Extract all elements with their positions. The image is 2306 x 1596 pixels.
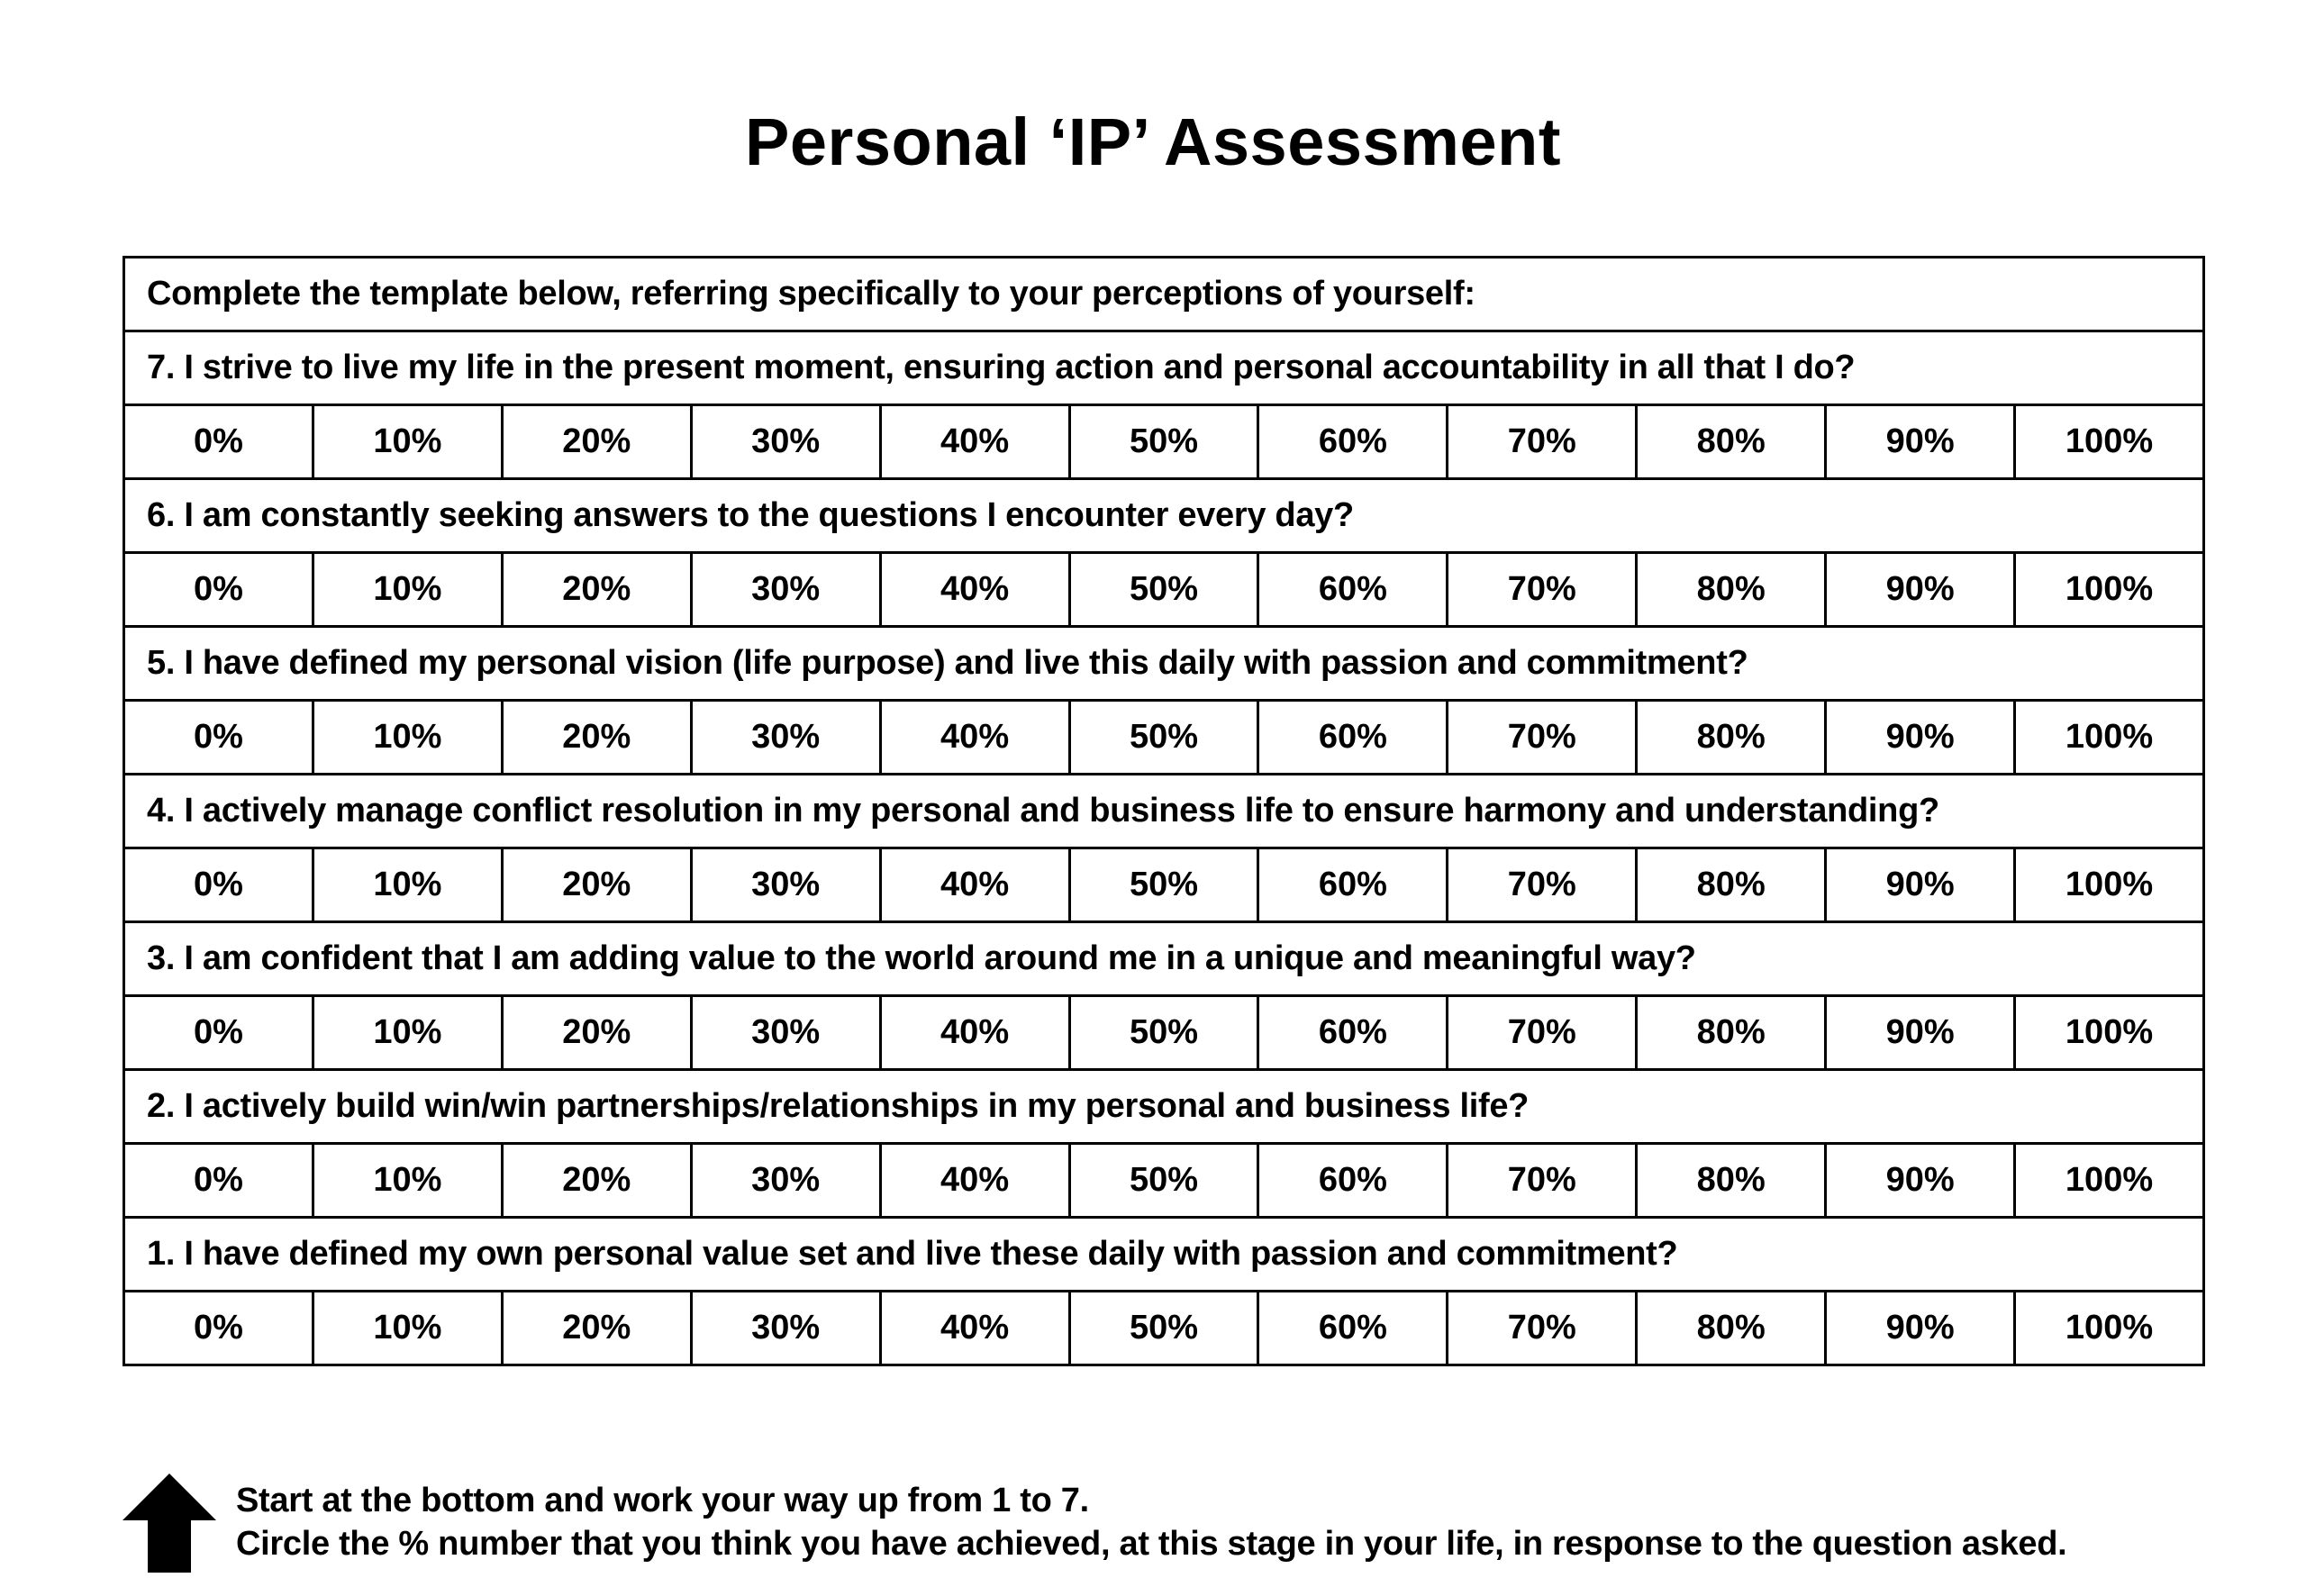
percentage-option[interactable]: 30% bbox=[691, 701, 880, 775]
percentage-option[interactable]: 0% bbox=[124, 701, 313, 775]
percentage-option[interactable]: 60% bbox=[1258, 701, 1448, 775]
percentage-option[interactable]: 50% bbox=[1069, 405, 1258, 479]
question-text: 6. I am constantly seeking answers to the questions I encounter every day? bbox=[124, 479, 2204, 553]
percentage-option[interactable]: 60% bbox=[1258, 405, 1448, 479]
percentage-option[interactable]: 30% bbox=[691, 848, 880, 922]
percentage-option[interactable]: 80% bbox=[1637, 405, 1826, 479]
question-text: 4. I actively manage conflict resolution in my personal and business life to ensure harmony and understanding? bbox=[124, 775, 2204, 848]
percentage-option[interactable]: 0% bbox=[124, 553, 313, 627]
percentage-option[interactable]: 30% bbox=[691, 996, 880, 1070]
percentage-option[interactable]: 30% bbox=[691, 553, 880, 627]
percentage-option[interactable]: 70% bbox=[1448, 701, 1637, 775]
footer-line-circle: Circle the % number that you think you have achieved, at this stage in your life, in response to the question asked. bbox=[236, 1525, 2067, 1563]
percentage-scale-row bbox=[124, 1144, 2204, 1218]
percentage-option[interactable]: 100% bbox=[2015, 701, 2204, 775]
percentage-option[interactable]: 20% bbox=[502, 848, 691, 922]
percentage-option[interactable]: 30% bbox=[691, 1292, 880, 1365]
percentage-option[interactable]: 30% bbox=[691, 405, 880, 479]
percentage-option[interactable]: 10% bbox=[313, 848, 502, 922]
percentage-option[interactable]: 0% bbox=[124, 996, 313, 1070]
percentage-option[interactable]: 40% bbox=[880, 848, 1069, 922]
percentage-option[interactable]: 80% bbox=[1637, 553, 1826, 627]
percentage-option[interactable]: 90% bbox=[1826, 996, 2015, 1070]
percentage-option[interactable]: 80% bbox=[1637, 1292, 1826, 1365]
question-text: 1. I have defined my own personal value set and live these daily with passion and commitment? bbox=[124, 1218, 2204, 1292]
up-arrow-icon bbox=[123, 1474, 216, 1573]
percentage-option[interactable]: 10% bbox=[313, 701, 502, 775]
percentage-option[interactable]: 40% bbox=[880, 701, 1069, 775]
percentage-option[interactable]: 0% bbox=[124, 405, 313, 479]
percentage-option[interactable]: 70% bbox=[1448, 405, 1637, 479]
question-text: 5. I have defined my personal vision (life purpose) and live this daily with passion and commitment? bbox=[124, 627, 2204, 701]
percentage-option[interactable]: 90% bbox=[1826, 405, 2015, 479]
percentage-option[interactable]: 20% bbox=[502, 701, 691, 775]
percentage-option[interactable]: 10% bbox=[313, 996, 502, 1070]
percentage-scale-row bbox=[124, 1292, 2204, 1365]
percentage-option[interactable]: 80% bbox=[1637, 996, 1826, 1070]
percentage-option[interactable]: 70% bbox=[1448, 553, 1637, 627]
percentage-option[interactable]: 50% bbox=[1069, 1144, 1258, 1218]
instruction-row bbox=[124, 258, 2204, 331]
question-row bbox=[124, 479, 2204, 553]
percentage-option[interactable]: 100% bbox=[2015, 405, 2204, 479]
percentage-option[interactable]: 50% bbox=[1069, 553, 1258, 627]
percentage-scale-row bbox=[124, 996, 2204, 1070]
percentage-option[interactable]: 20% bbox=[502, 405, 691, 479]
footer-instructions bbox=[123, 1474, 2221, 1573]
percentage-option[interactable]: 80% bbox=[1637, 1144, 1826, 1218]
percentage-option[interactable]: 70% bbox=[1448, 848, 1637, 922]
percentage-option[interactable]: 100% bbox=[2015, 996, 2204, 1070]
question-text: 2. I actively build win/win partnerships/relationships in my personal and business life? bbox=[124, 1070, 2204, 1144]
percentage-option[interactable]: 100% bbox=[2015, 1144, 2204, 1218]
percentage-option[interactable]: 60% bbox=[1258, 1144, 1448, 1218]
percentage-option[interactable]: 50% bbox=[1069, 996, 1258, 1070]
question-row bbox=[124, 775, 2204, 848]
question-row bbox=[124, 1070, 2204, 1144]
percentage-option[interactable]: 0% bbox=[124, 1144, 313, 1218]
percentage-option[interactable]: 40% bbox=[880, 405, 1069, 479]
percentage-option[interactable]: 90% bbox=[1826, 848, 2015, 922]
percentage-option[interactable]: 70% bbox=[1448, 1144, 1637, 1218]
percentage-option[interactable]: 90% bbox=[1826, 1292, 2015, 1365]
assessment-table bbox=[123, 256, 2205, 1366]
percentage-scale-row bbox=[124, 405, 2204, 479]
percentage-option[interactable]: 100% bbox=[2015, 848, 2204, 922]
percentage-option[interactable]: 70% bbox=[1448, 1292, 1637, 1365]
percentage-scale-row bbox=[124, 553, 2204, 627]
percentage-option[interactable]: 60% bbox=[1258, 553, 1448, 627]
question-text: 7. I strive to live my life in the present moment, ensuring action and personal accountability in all that I do? bbox=[124, 331, 2204, 405]
question-row bbox=[124, 627, 2204, 701]
question-row bbox=[124, 1218, 2204, 1292]
percentage-option[interactable]: 100% bbox=[2015, 1292, 2204, 1365]
percentage-option[interactable]: 20% bbox=[502, 1292, 691, 1365]
question-row bbox=[124, 922, 2204, 996]
percentage-option[interactable]: 60% bbox=[1258, 848, 1448, 922]
percentage-option[interactable]: 40% bbox=[880, 1144, 1069, 1218]
percentage-option[interactable]: 90% bbox=[1826, 553, 2015, 627]
percentage-option[interactable]: 90% bbox=[1826, 701, 2015, 775]
percentage-option[interactable]: 10% bbox=[313, 1292, 502, 1365]
footer-line-start: Start at the bottom and work your way up from 1 to 7. bbox=[236, 1482, 1089, 1519]
percentage-option[interactable]: 10% bbox=[313, 553, 502, 627]
percentage-option[interactable]: 80% bbox=[1637, 848, 1826, 922]
percentage-option[interactable]: 80% bbox=[1637, 701, 1826, 775]
percentage-option[interactable]: 50% bbox=[1069, 848, 1258, 922]
instruction-text: Complete the template below, referring specifically to your perceptions of yourself: bbox=[124, 258, 2204, 331]
percentage-option[interactable]: 70% bbox=[1448, 996, 1637, 1070]
percentage-option[interactable]: 90% bbox=[1826, 1144, 2015, 1218]
percentage-option[interactable]: 40% bbox=[880, 1292, 1069, 1365]
percentage-option[interactable]: 10% bbox=[313, 405, 502, 479]
percentage-scale-row bbox=[124, 848, 2204, 922]
percentage-option[interactable]: 100% bbox=[2015, 553, 2204, 627]
percentage-option[interactable]: 0% bbox=[124, 1292, 313, 1365]
percentage-option[interactable]: 30% bbox=[691, 1144, 880, 1218]
question-row bbox=[124, 331, 2204, 405]
question-text: 3. I am confident that I am adding value to the world around me in a unique and meaningful way? bbox=[124, 922, 2204, 996]
percentage-option[interactable]: 50% bbox=[1069, 701, 1258, 775]
percentage-option[interactable]: 60% bbox=[1258, 996, 1448, 1070]
page-title: Personal ‘IP’ Assessment bbox=[745, 104, 1561, 179]
percentage-option[interactable]: 20% bbox=[502, 1144, 691, 1218]
percentage-option[interactable]: 20% bbox=[502, 996, 691, 1070]
percentage-option[interactable]: 0% bbox=[124, 848, 313, 922]
percentage-option[interactable]: 20% bbox=[502, 553, 691, 627]
percentage-scale-row bbox=[124, 701, 2204, 775]
percentage-option[interactable]: 40% bbox=[880, 553, 1069, 627]
percentage-option[interactable]: 40% bbox=[880, 996, 1069, 1070]
percentage-option[interactable]: 60% bbox=[1258, 1292, 1448, 1365]
percentage-option[interactable]: 50% bbox=[1069, 1292, 1258, 1365]
percentage-option[interactable]: 10% bbox=[313, 1144, 502, 1218]
